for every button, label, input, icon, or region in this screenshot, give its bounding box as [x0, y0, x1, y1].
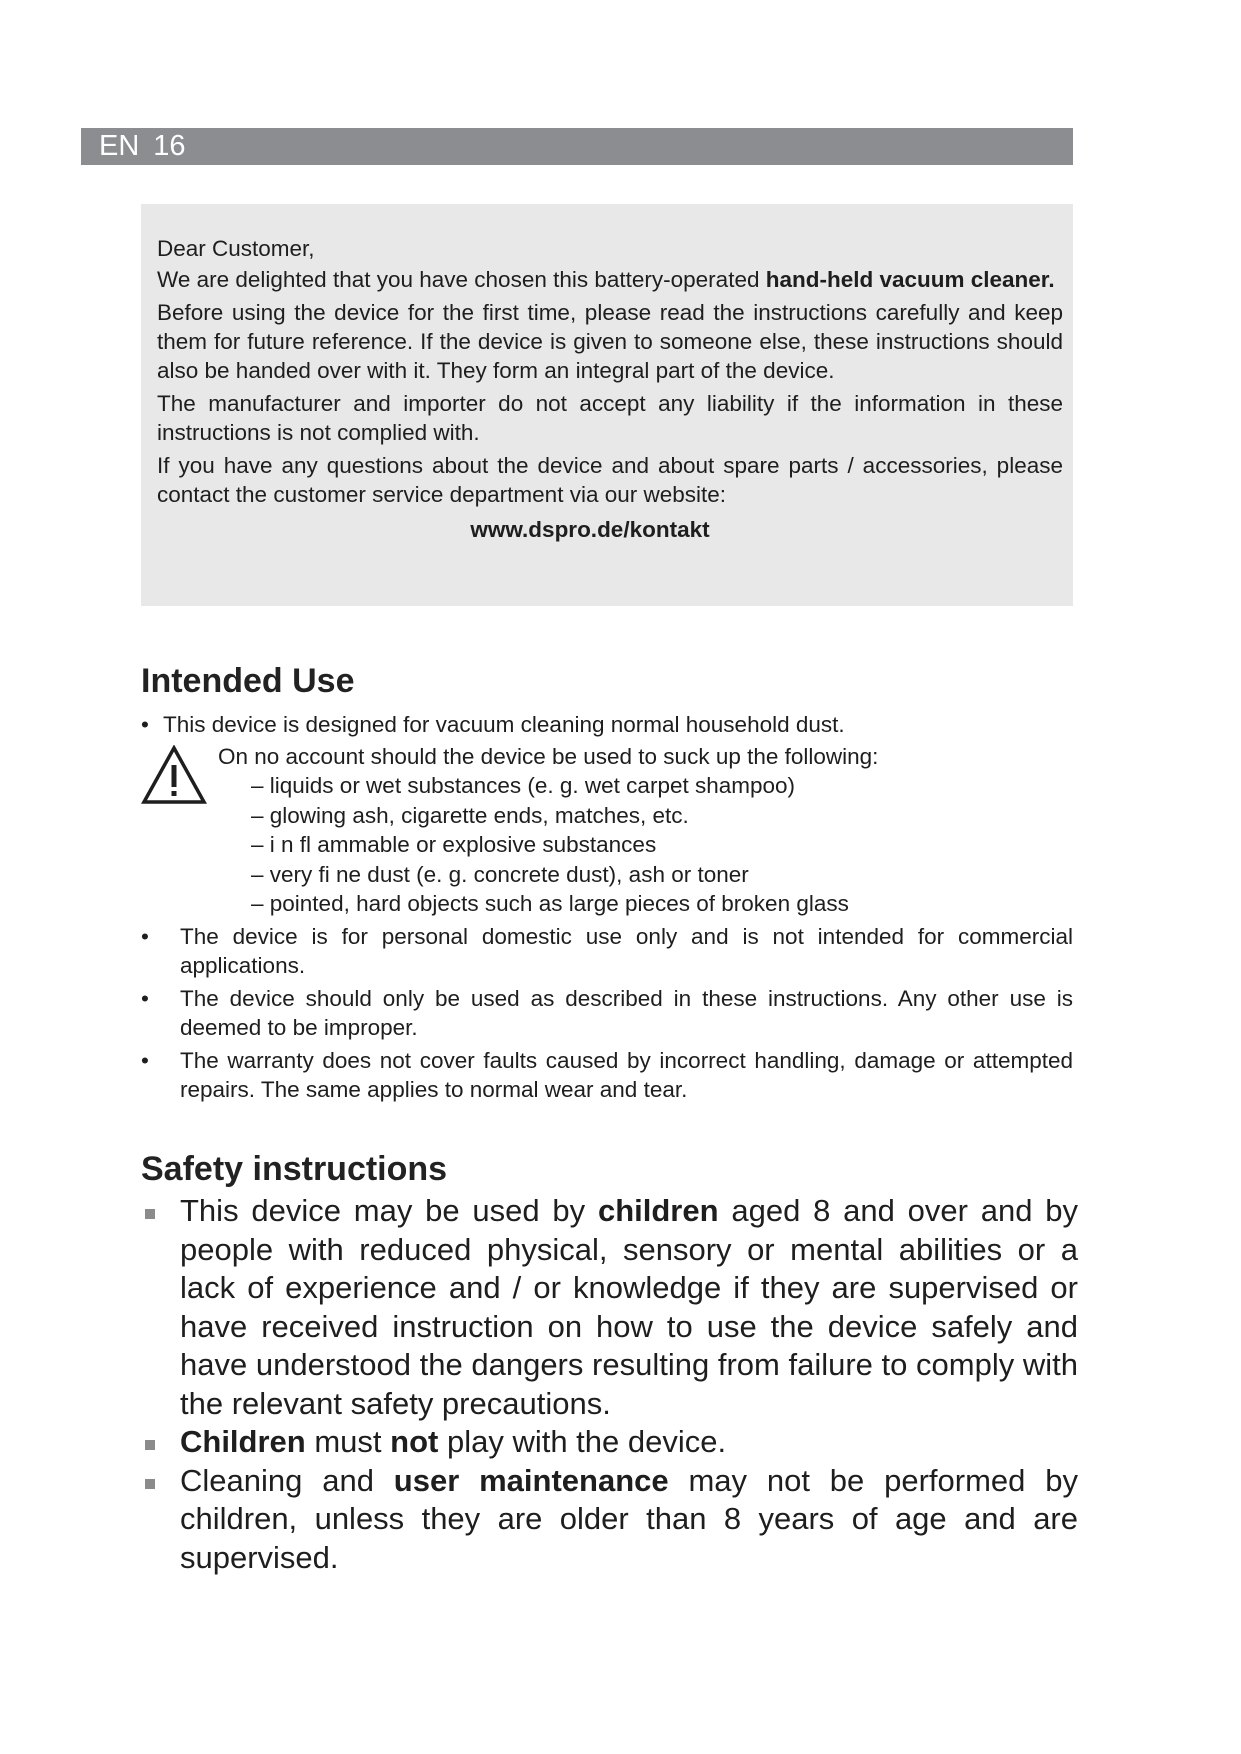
safety-item-2-bold-2: not [390, 1424, 439, 1459]
intended-bullet-4 [141, 1046, 1073, 1104]
intro-p1-text: We are delighted that you have chosen this battery-operated [157, 267, 766, 292]
safety-item-1 [141, 1192, 1078, 1423]
safety-item-1-text-a: This device may be used by [180, 1193, 598, 1228]
warning-item: – glowing ash, cigarette ends, matches, etc. [251, 802, 689, 828]
safety-item-2-bold-1: Children [180, 1424, 306, 1459]
intended-use-heading: Intended Use [141, 662, 355, 700]
safety-section [141, 1192, 1078, 1577]
warning-triangle-icon [141, 745, 207, 805]
safety-item-1-text-b: aged 8 and over and by people with reduced physical, sensory or mental abilities or a lack of experience and / or knowledge if they are supervised or have received instruction on how to use the device safely and have understood the dangers resulting from failure to comply with the relevant safety precautions. [180, 1193, 1079, 1421]
safety-item-3 [141, 1462, 1078, 1578]
square-bullet-icon [145, 1440, 155, 1450]
safety-item-2 [141, 1423, 1078, 1462]
language-code: EN [99, 130, 140, 162]
safety-item-3-text-a: Cleaning and [180, 1462, 394, 1498]
safety-item-1-bold: children [597, 1193, 719, 1228]
intended-bullet-2-text: The device is for personal domestic use only and is not intended for commercial applications. [180, 923, 1073, 978]
square-bullet-icon [145, 1209, 155, 1219]
square-bullet-icon [145, 1479, 155, 1489]
bullet-dot: • [141, 985, 149, 1011]
warning-item: – i n fl ammable or explosive substances [251, 832, 657, 857]
intended-bullet-3-text: The device should only be used as described in these instructions. Any other use is deemed to be improper. [180, 985, 1073, 1040]
intro-paragraph-4: If you have any questions about the device and about spare parts / accessories, please contact the customer service department via our website: [157, 453, 1063, 507]
intended-bullet-3 [141, 984, 1073, 1042]
intended-bullet-4-text: The warranty does not cover faults caused by incorrect handling, damage or attempted repairs. The same applies to normal wear and tear. [180, 1047, 1073, 1102]
safety-item-2-text-a: must [305, 1424, 391, 1459]
intended-use-section [141, 710, 1073, 1108]
customer-intro-box [141, 204, 1073, 606]
intro-paragraph-1 [157, 265, 1063, 294]
product-name: hand-held vacuum cleaner. [765, 267, 1055, 292]
warning-block [141, 742, 1073, 919]
warning-lead-text: On no account should the device be used to suck up the following: [218, 744, 879, 769]
safety-item-3-bold: user maintenance [393, 1462, 669, 1498]
safety-item-2-text-b: play with the device. [438, 1424, 727, 1459]
safety-item-3-text-b: may not be performed by children, unless they are older than 8 years of age and are supervised. [180, 1462, 1078, 1575]
safety-instructions-heading: Safety instructions [141, 1150, 448, 1188]
page-number: 16 [153, 130, 186, 162]
bullet-dot: • [141, 712, 149, 737]
intended-bullet-1-text: This device is designed for vacuum cleaning normal household dust. [163, 712, 845, 737]
page-header-bar [81, 128, 1073, 165]
greeting: Dear Customer, [157, 236, 315, 261]
warning-item: – very fi ne dust (e. g. concrete dust), ash or toner [251, 861, 749, 887]
warning-item: – pointed, hard objects such as large pieces of broken glass [251, 891, 849, 916]
intro-paragraph-3: The manufacturer and importer do not accept any liability if the information in these instructions is not complied with. [157, 391, 1063, 445]
intended-bullet-1 [141, 710, 1073, 739]
intro-paragraph-2: Before using the device for the first time, please read the instructions carefully and keep them for future reference. If the device is given to someone else, these instructions should also be handed over with it. They form an integral part of the device. [157, 300, 1063, 383]
warning-item: – liquids or wet substances (e. g. wet carpet shampoo) [251, 773, 796, 798]
intended-bullet-2 [141, 922, 1073, 980]
bullet-dot: • [141, 1047, 149, 1073]
bullet-dot: • [141, 923, 149, 949]
contact-url: www.dspro.de/kontakt [470, 517, 710, 542]
